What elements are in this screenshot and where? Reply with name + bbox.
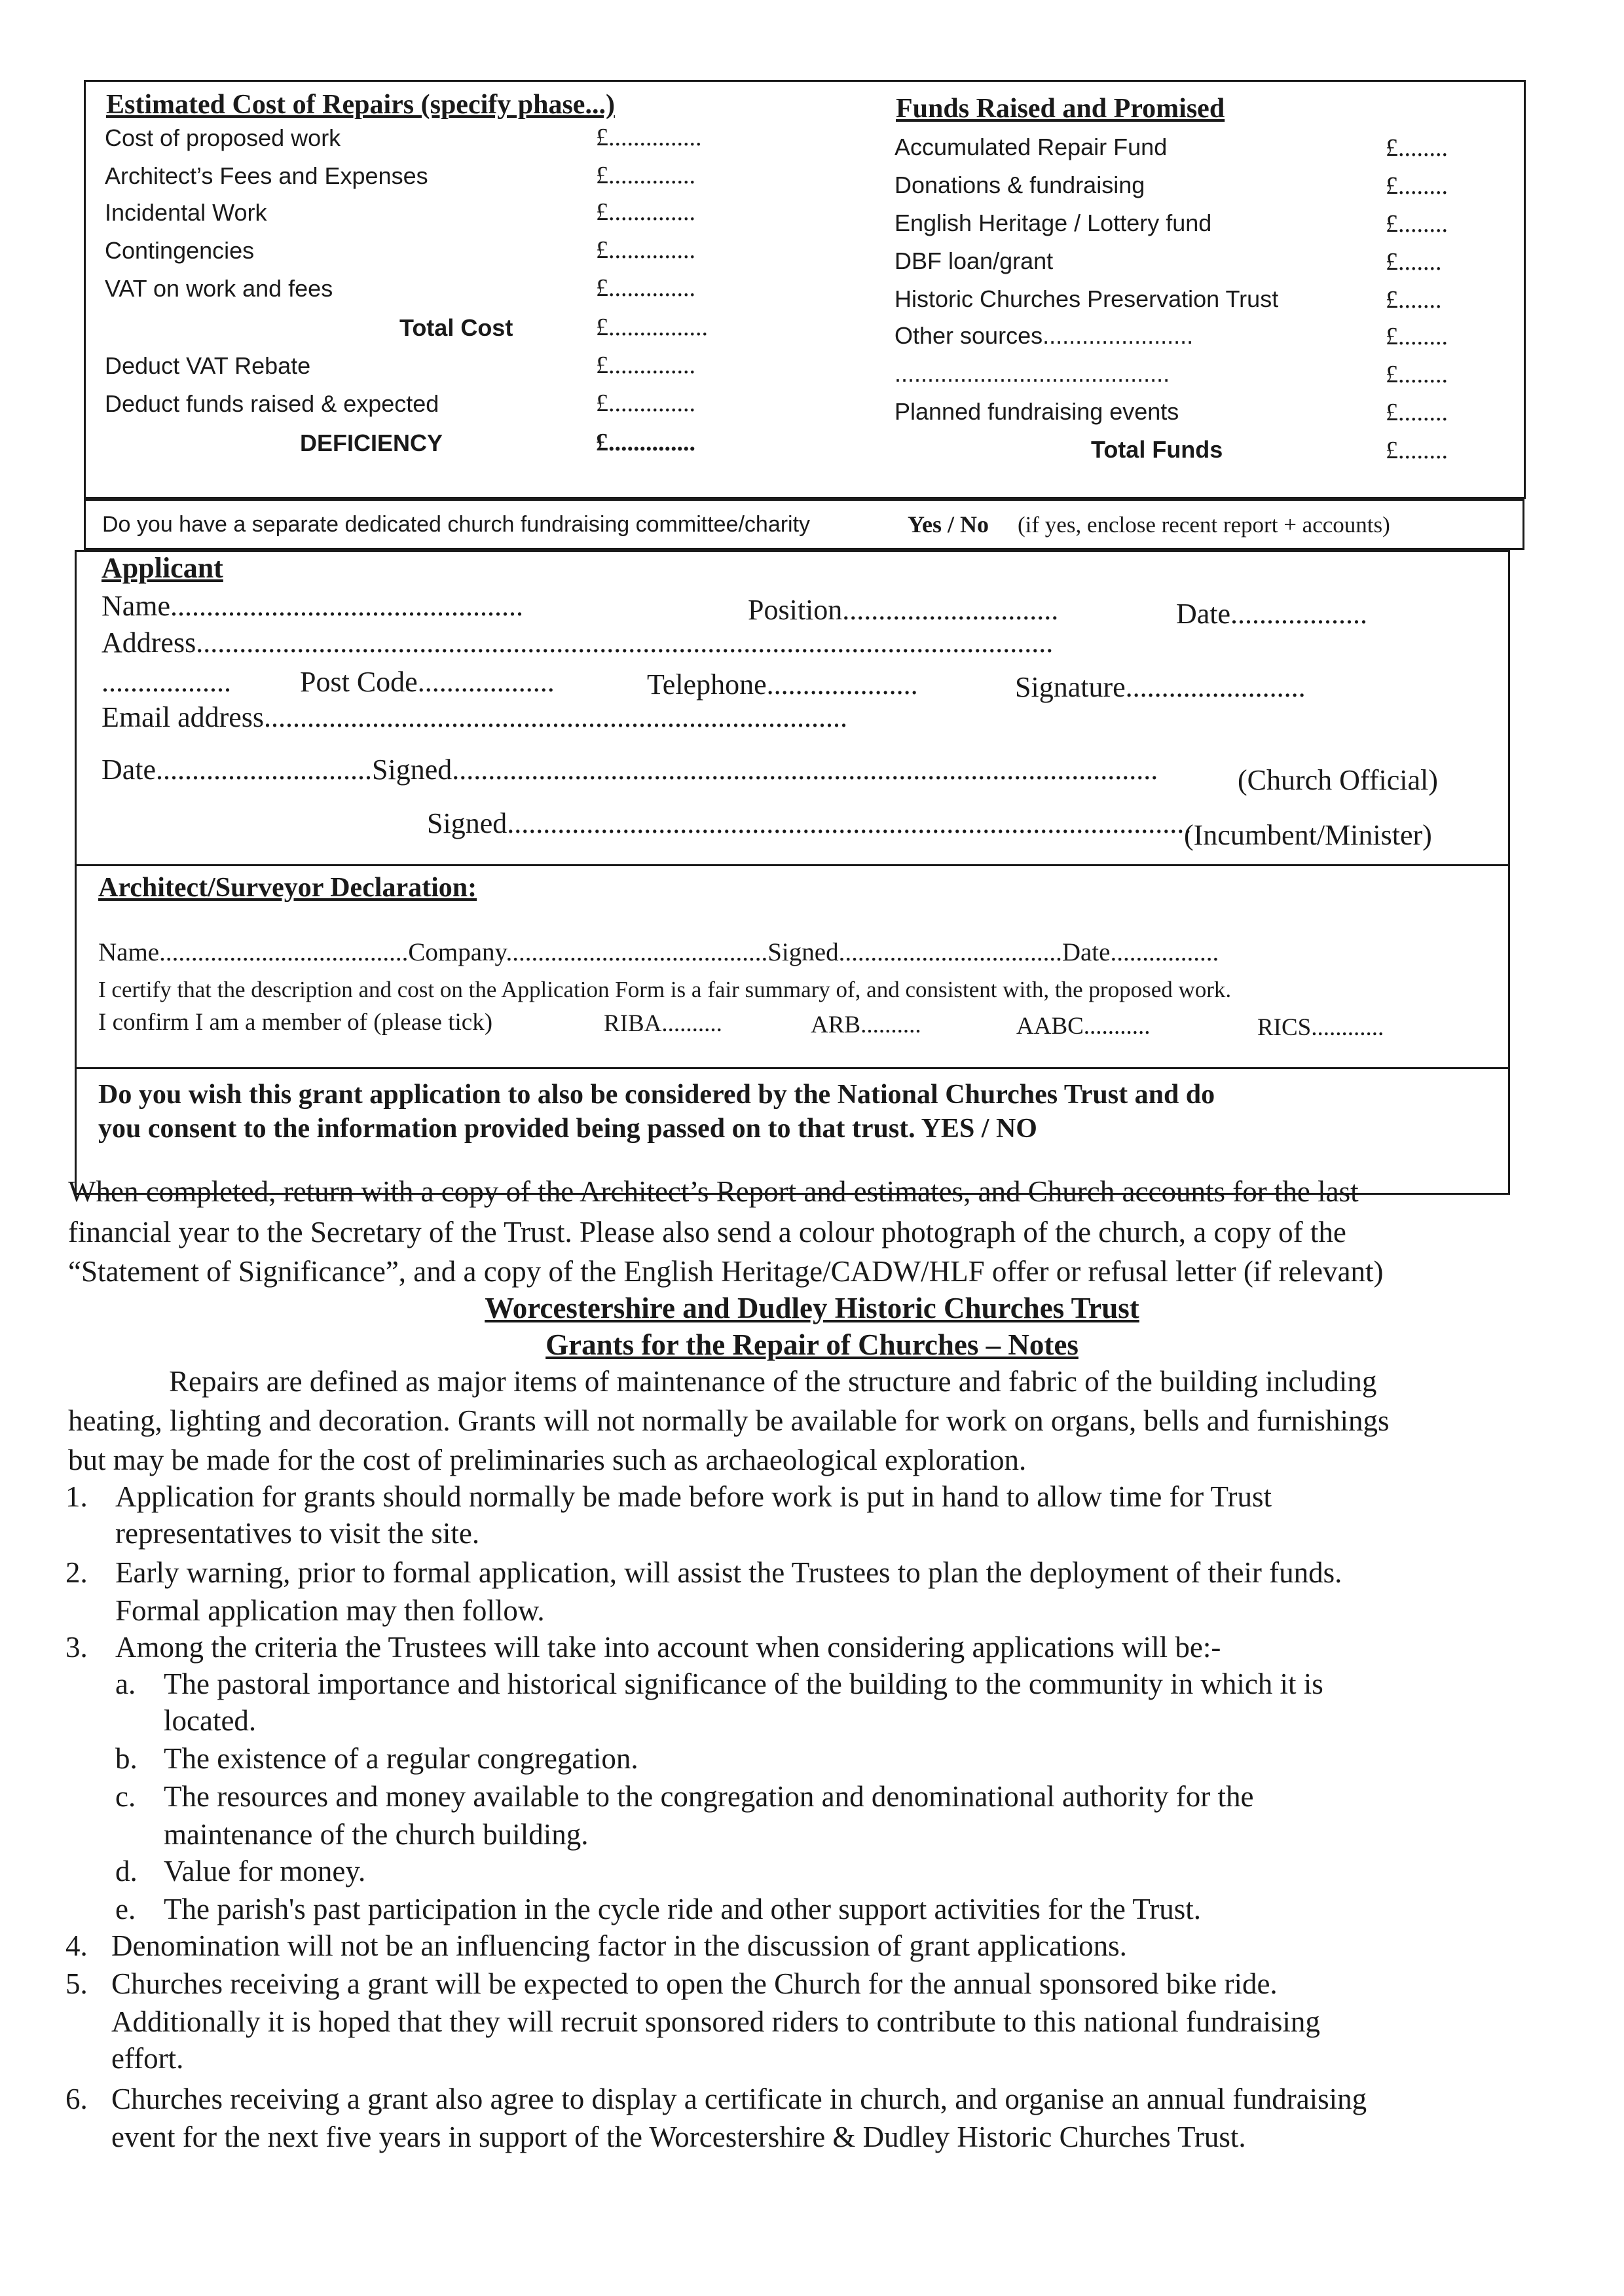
cost-row-value[interactable]: £.............. [596, 198, 695, 226]
applicant-position-field[interactable]: Position.............................. [748, 594, 1059, 626]
architect-certify-text: I certify that the description and cost on the Application Form is a fair summary of, and consistent with, the proposed work. [98, 977, 1232, 1002]
church-official-label: (Church Official) [1238, 764, 1438, 796]
cost-row-label: Architect’s Fees and Expenses [105, 162, 428, 189]
cost-row-label: VAT on work and fees [105, 275, 333, 302]
subnote-letter: b. [115, 1742, 138, 1775]
return-instructions-line1: When completed, return with a copy of the Architect’s Report and estimates, and Church accounts for the last [68, 1175, 1359, 1208]
funds-row-value[interactable]: £........ [1386, 399, 1448, 426]
subnote-letter: a. [115, 1667, 136, 1700]
cost-section-title: Estimated Cost of Repairs (specify phase...) [106, 90, 615, 120]
applicant-postcode-field[interactable]: Post Code................... [300, 666, 555, 698]
funds-section-title: Funds Raised and Promised [896, 94, 1225, 124]
deficiency-value[interactable]: £.............. [596, 429, 695, 456]
architect-details-field[interactable]: Name.......................................Company.........................................Signed...................................Date................. [98, 938, 1219, 966]
note-number: 2. [65, 1556, 88, 1589]
subnote-text: The resources and money available to the congregation and denominational authority for the [164, 1780, 1254, 1813]
total-cost-value[interactable]: £................ [596, 314, 708, 341]
note-text: event for the next five years in support of the Worcestershire & Dudley Historic Churches Trust. [111, 2121, 1246, 2153]
return-instructions-line3: “Statement of Significance”, and a copy of the English Heritage/CADW/HLF offer or refusal letter (if relevant) [68, 1255, 1384, 1288]
note-text: effort. [111, 2042, 184, 2075]
cost-row-label: Cost of proposed work [105, 124, 341, 151]
cost-row-label: Deduct funds raised & expected [105, 390, 439, 417]
funds-row-value[interactable]: £........ [1386, 134, 1448, 162]
applicant-name-field[interactable]: Name................................................. [101, 590, 524, 622]
subnote-text: located. [164, 1704, 257, 1737]
notes-intro-line2: heating, lighting and decoration. Grants will not normally be available for work on organs, bells and furnishings [68, 1404, 1390, 1437]
committee-question: Do you have a separate dedicated church fundraising committee/charity [102, 512, 811, 537]
cost-row-value[interactable]: £.............. [596, 390, 695, 417]
note-text: representatives to visit the site. [115, 1517, 480, 1550]
notes-intro-line1: Repairs are defined as major items of maintenance of the structure and fabric of the building including [169, 1365, 1377, 1398]
aabc-checkbox[interactable]: AABC........... [1016, 1013, 1151, 1040]
return-instructions-line2: financial year to the Secretary of the Trust. Please also send a colour photograph of the church, a copy of the [68, 1216, 1346, 1248]
consent-question-line2[interactable]: you consent to the information provided being passed on to that trust. YES / NO [98, 1114, 1037, 1144]
note-number: 3. [65, 1631, 88, 1664]
note-text: Formal application may then follow. [115, 1594, 545, 1627]
funds-row-label: Accumulated Repair Fund [895, 134, 1168, 160]
cost-row-value[interactable]: £.............. [596, 236, 695, 264]
note-text: Churches receiving a grant will be expected to open the Church for the annual sponsored bike ride. [111, 1967, 1278, 2000]
funds-row-value[interactable]: £....... [1386, 248, 1442, 276]
funds-row-value[interactable]: £........ [1386, 323, 1448, 350]
note-text: Early warning, prior to formal application, will assist the Trustees to plan the deployment of their funds. [115, 1556, 1342, 1589]
subnote-letter: d. [115, 1855, 138, 1887]
note-text: Denomination will not be an influencing factor in the discussion of grant applications. [111, 1929, 1127, 1962]
cost-row-value[interactable]: £.............. [596, 162, 695, 189]
subnote-text: The pastoral importance and historical significance of the building to the community in which it is [164, 1667, 1323, 1700]
funds-row-value[interactable]: £........ [1386, 172, 1448, 200]
note-text: Among the criteria the Trustees will take into account when considering applications will be:- [115, 1631, 1221, 1664]
subnote-text: maintenance of the church building. [164, 1818, 589, 1851]
subnote-text: The parish's past participation in the cycle ride and other support activities for the Trust. [164, 1893, 1201, 1925]
riba-checkbox[interactable]: RIBA.......... [604, 1010, 722, 1037]
arb-checkbox[interactable]: ARB.......... [811, 1011, 921, 1038]
funds-row-label[interactable]: .......................................... [895, 360, 1170, 387]
trust-heading: Worcestershire and Dudley Historic Churches Trust [485, 1292, 1139, 1324]
divider [75, 864, 1510, 866]
church-official-signature-field[interactable]: Date..............................Signed.................................................................................................. [101, 754, 1158, 786]
architect-title: Architect/Surveyor Declaration: [98, 873, 477, 903]
cost-row-label: Deduct VAT Rebate [105, 352, 311, 379]
applicant-signature-field[interactable]: Signature......................... [1015, 671, 1306, 703]
cost-row-value[interactable]: £.............. [596, 274, 695, 302]
note-number: 5. [65, 1967, 88, 2000]
funds-row-label[interactable]: Other sources....................... [895, 322, 1194, 349]
cost-row-value[interactable]: £.............. [596, 352, 695, 379]
total-funds-value[interactable]: £........ [1386, 437, 1448, 464]
notes-intro-line3: but may be made for the cost of preliminaries such as archaeological exploration. [68, 1444, 1027, 1476]
funds-row-label: Planned fundraising events [895, 398, 1179, 425]
rics-checkbox[interactable]: RICS............ [1257, 1014, 1384, 1041]
cost-row-label: Incidental Work [105, 199, 267, 226]
committee-answer[interactable]: Yes / No [908, 511, 989, 538]
deficiency-label: DEFICIENCY [300, 429, 443, 456]
consent-question-line1: Do you wish this grant application to also be considered by the National Churches Trust and do [98, 1080, 1215, 1110]
subnote-text: The existence of a regular congregation. [164, 1742, 638, 1775]
membership-prompt: I confirm I am a member of (please tick) [98, 1009, 493, 1036]
funds-row-value[interactable]: £........ [1386, 361, 1448, 388]
divider [75, 1067, 1510, 1069]
funds-row-label: English Heritage / Lottery fund [895, 210, 1212, 236]
applicant-title: Applicant [101, 552, 223, 584]
applicant-date-field[interactable]: Date................... [1176, 598, 1368, 630]
funds-row-label: DBF loan/grant [895, 247, 1054, 274]
applicant-address-field[interactable]: Address....................................................................................................................... [101, 627, 1054, 659]
total-funds-label: Total Funds [1091, 436, 1223, 463]
cost-row-label: Contingencies [105, 237, 255, 264]
notes-heading: Grants for the Repair of Churches – Notes [545, 1328, 1079, 1361]
applicant-address-continued[interactable]: .................. [101, 666, 231, 698]
applicant-telephone-field[interactable]: Telephone..................... [647, 668, 918, 701]
funds-row-label: Donations & fundraising [895, 172, 1145, 198]
funds-row-value[interactable]: £........ [1386, 210, 1448, 238]
committee-note: (if yes, enclose recent report + accounts) [1018, 512, 1390, 538]
note-number: 4. [65, 1929, 88, 1962]
note-text: Additionally it is hoped that they will recruit sponsored riders to contribute to this national fundraising [111, 2005, 1320, 2038]
applicant-email-field[interactable]: Email address................................................................................. [101, 701, 848, 733]
incumbent-label: (Incumbent/Minister) [1184, 819, 1432, 851]
note-number: 6. [65, 2083, 88, 2115]
cost-row-value[interactable]: £............... [596, 124, 702, 151]
subnote-text: Value for money. [164, 1855, 366, 1887]
incumbent-signature-field[interactable]: Signed............................................................................................... [427, 807, 1192, 839]
note-text: Application for grants should normally be made before work is put in hand to allow time for Trust [115, 1480, 1272, 1513]
funds-row-label: Historic Churches Preservation Trust [895, 285, 1279, 312]
total-cost-label: Total Cost [399, 314, 513, 341]
funds-row-value[interactable]: £....... [1386, 286, 1442, 314]
subnote-letter: e. [115, 1893, 136, 1925]
subnote-letter: c. [115, 1780, 136, 1813]
note-number: 1. [65, 1480, 88, 1513]
note-text: Churches receiving a grant also agree to display a certificate in church, and organise an annual fundraising [111, 2083, 1367, 2115]
